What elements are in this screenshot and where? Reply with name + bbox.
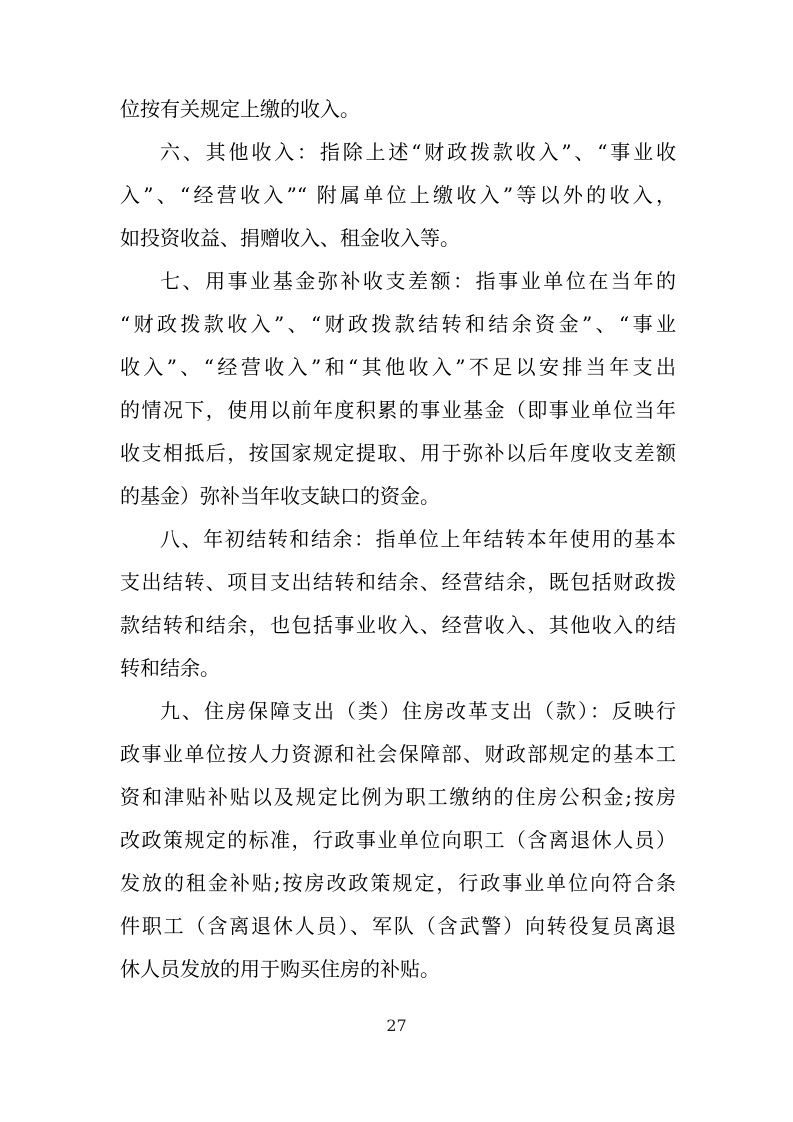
- paragraph: [120, 131, 676, 260]
- text-line: 八、年初结转和结余：指单位上年结转本年使用的基本: [160, 527, 676, 551]
- text-line: 收入”、“经营收入”和“其他收入”不足以安排当年支出: [120, 355, 676, 379]
- text-line: 改政策规定的标准，行政事业单位向职工（含离退休人员）: [120, 828, 676, 852]
- document-body: [120, 88, 676, 991]
- text-line: 转和结余。: [120, 656, 220, 680]
- paragraph: [120, 690, 676, 991]
- text-line: 款结转和结余，也包括事业收入、经营收入、其他收入的结: [120, 613, 676, 637]
- text-line: 件职工（含离退休人员）、军队（含武警）向转役复员离退: [120, 914, 676, 938]
- text-line: 支出结转、项目支出结转和结余、经营结余，既包括财政拨: [120, 570, 676, 594]
- paragraph: [120, 518, 676, 690]
- text-line: 九、住房保障支出（类）住房改革支出（款）：反映行: [160, 699, 676, 723]
- text-line: 六、其他收入：指除上述“财政拨款收入”、“事业收: [160, 140, 676, 164]
- text-line: “财政拨款收入”、“财政拨款结转和结余资金”、“事业: [120, 312, 676, 336]
- page-footer: [0, 1016, 793, 1036]
- paragraph: [120, 260, 676, 518]
- text-line: 的基金）弥补当年收支缺口的资金。: [120, 484, 440, 508]
- text-line: 的情况下，使用以前年度积累的事业基金（即事业单位当年: [120, 398, 676, 422]
- text-line: 如投资收益、捐赠收入、租金收入等。: [120, 226, 460, 250]
- text-line: 发放的租金补贴;按房改政策规定，行政事业单位向符合条: [120, 871, 676, 895]
- text-line: 政事业单位按人力资源和社会保障部、财政部规定的基本工: [120, 742, 676, 766]
- paragraph: [120, 88, 676, 131]
- text-line: 七、用事业基金弥补收支差额：指事业单位在当年的: [160, 269, 676, 293]
- text-line: 入”、“经营收入”“ 附属单位上缴收入”等以外的收入，: [120, 183, 676, 207]
- text-line: 休人员发放的用于购买住房的补贴。: [120, 957, 440, 981]
- page-number: 27: [386, 1016, 407, 1035]
- text-line: 资和津贴补贴以及规定比例为职工缴纳的住房公积金;按房: [120, 785, 676, 809]
- text-line: 收支相抵后，按国家规定提取、用于弥补以后年度收支差额: [120, 441, 676, 465]
- text-line: 位按有关规定上缴的收入。: [120, 97, 360, 121]
